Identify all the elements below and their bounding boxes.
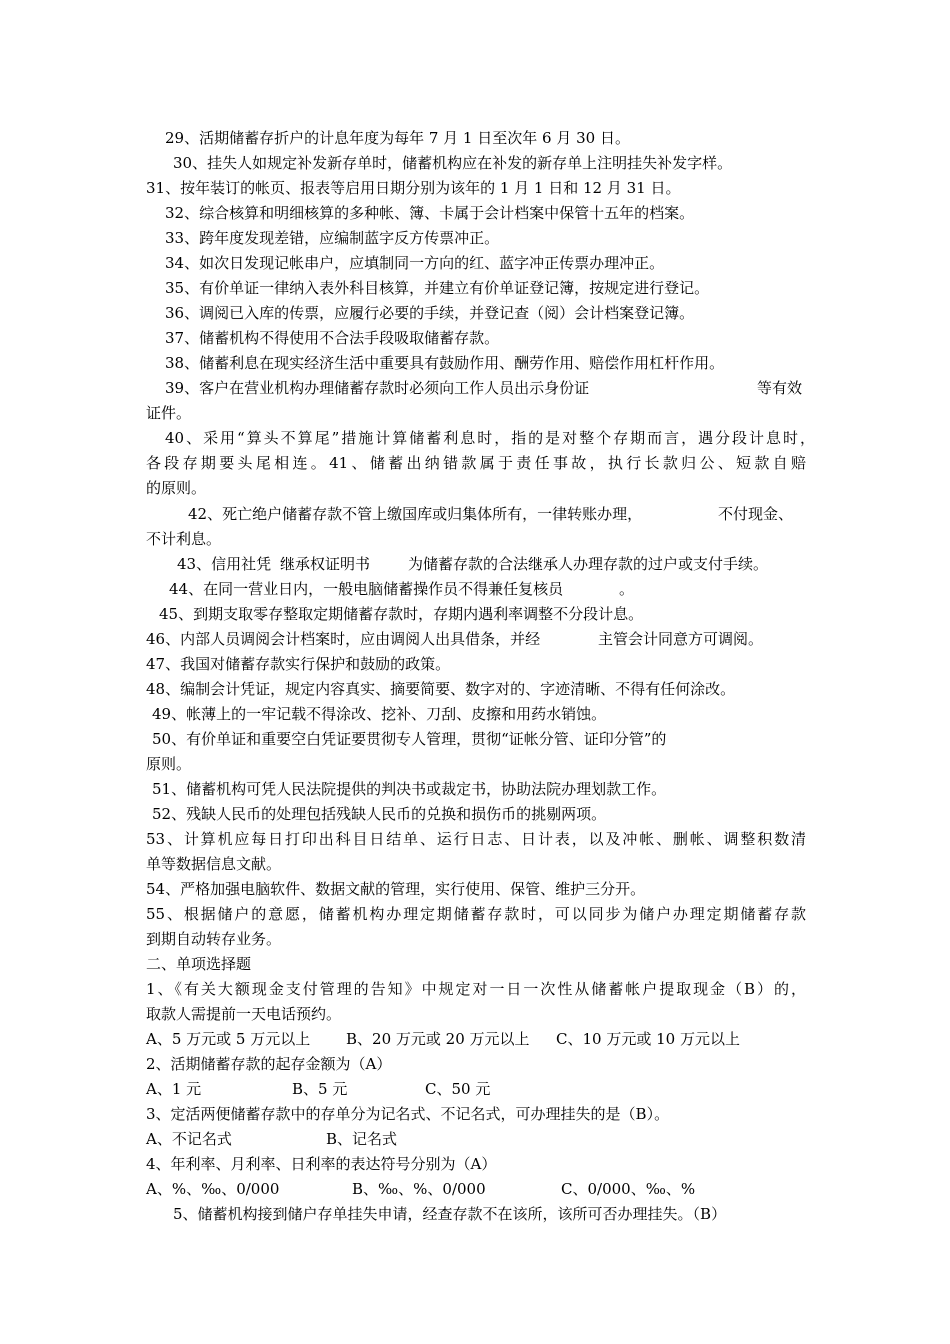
item-52: 52、残缺人民币的处理包括残缺人民币的兑换和损伤币的挑剔两项。 <box>152 805 607 823</box>
item-44-text: 44、在同一营业日内，一般电脑储蓄操作员不得兼任复核员 <box>169 580 564 598</box>
item-32: 32、综合核算和明细核算的多种帐、簿、卡属于会计档案中保管十五年的档案。 <box>165 204 695 222</box>
item-55-continued: 到期自动转存业务。 <box>146 930 282 948</box>
item-42-text: 42、死亡绝户储蓄存款不管上缴国库或归集体所有，一律转账办理， <box>188 505 643 523</box>
item-40-line2: 各段存期要头尾相连。41、储蓄出纳错款属于责任事故，执行长款归公、短款自赔 <box>146 454 806 472</box>
question-2-option-a: A、1 元 <box>146 1080 202 1098</box>
section-heading: 二、单项选择题 <box>146 955 252 973</box>
question-1-option-a: A、5 万元或 5 万元以上 <box>146 1030 311 1048</box>
question-3-option-b: B、记名式 <box>326 1130 398 1148</box>
item-53-continued: 单等数据信息文献。 <box>146 855 282 873</box>
item-39-continued: 证件。 <box>146 404 192 422</box>
item-48: 48、编制会计凭证，规定内容真实、摘要简要、数字对的、字迹清晰、不得有任何涂改。 <box>146 680 736 698</box>
item-46-part1: 46、内部人员调阅会计档案时，应由调阅人出具借条，并经 <box>146 630 541 648</box>
item-43-part1: 43、信用社凭 <box>177 555 272 573</box>
question-1-option-c: C、10 万元或 10 万元以上 <box>556 1030 740 1048</box>
question-2-option-b: B、5 元 <box>292 1080 348 1098</box>
question-1-continued: 取款人需提前一天电话预约。 <box>146 1005 342 1023</box>
item-40-line1: 40、采用“算头不算尾”措施计算储蓄利息时，指的是对整个存期而言，遇分段计息时， <box>165 429 815 447</box>
item-36: 36、调阅已入库的传票，应履行必要的手续，并登记查（阅）会计档案登记簿。 <box>165 304 695 322</box>
question-2: 2、活期储蓄存款的起存金额为（A） <box>146 1055 392 1073</box>
question-3-option-a: A、不记名式 <box>146 1130 232 1148</box>
item-50-continued: 原则。 <box>146 755 192 773</box>
question-4-option-c: C、0/000、‰、% <box>561 1180 696 1198</box>
question-4: 4、年利率、月利率、日利率的表达符号分别为（A） <box>146 1155 497 1173</box>
item-47: 47、我国对储蓄存款实行保护和鼓励的政策。 <box>146 655 451 673</box>
question-2-option-c: C、50 元 <box>425 1080 491 1098</box>
item-42-tail: 不付现金、 <box>718 505 794 523</box>
item-50: 50、有价单证和重要空白凭证要贯彻专人管理，贯彻“证帐分管、证印分管”的 <box>152 730 667 748</box>
question-4-option-a: A、%、‰、0/000 <box>146 1180 280 1198</box>
item-38: 38、储蓄利息在现实经济生活中重要具有鼓励作用、酬劳作用、赔偿作用杠杆作用。 <box>165 354 725 372</box>
item-53-line1: 53、计算机应每日打印出科目日结单、运行日志、日计表，以及冲帐、删帐、调整积数清 <box>146 830 806 848</box>
item-42-continued: 不计利息。 <box>146 530 222 548</box>
question-1-option-b: B、20 万元或 20 万元以上 <box>346 1030 530 1048</box>
item-45: 45、到期支取零存整取定期储蓄存款时，存期内遇利率调整不分段计息。 <box>159 605 644 623</box>
item-35: 35、有价单证一律纳入表外科目核算，并建立有价单证登记簿，按规定进行登记。 <box>165 279 710 297</box>
question-3: 3、定活两便储蓄存款中的存单分为记名式、不记名式，可办理挂失的是（B）。 <box>146 1105 670 1123</box>
item-55-line1: 55、根据储户的意愿，储蓄机构办理定期储蓄存款时，可以同步为储户办理定期储蓄存款 <box>146 905 806 923</box>
item-46-part2: 主管会计同意方可调阅。 <box>598 630 764 648</box>
item-37: 37、储蓄机构不得使用不合法手段吸取储蓄存款。 <box>165 329 500 347</box>
question-1: 1、《有关大额现金支付管理的告知》中规定对一日一次性从储蓄帐户提取现金（B）的， <box>146 980 806 998</box>
item-39-text: 39、客户在营业机构办理储蓄存款时必须向工作人员出示身份证 <box>165 379 590 397</box>
question-5: 5、储蓄机构接到储户存单挂失申请，经查存款不在该所，该所可否办理挂失。（B） <box>173 1205 727 1223</box>
item-29: 29、活期储蓄存折户的计息年度为每年 7 月 1 日至次年 6 月 30 日。 <box>165 129 630 147</box>
item-49: 49、帐薄上的一牢记载不得涂改、挖补、刀刮、皮擦和用药水销蚀。 <box>152 705 607 723</box>
item-41-continued: 的原则。 <box>146 479 207 497</box>
item-34: 34、如次日发现记帐串户，应填制同一方向的红、蓝字冲正传票办理冲正。 <box>165 254 665 272</box>
item-31: 31、按年装订的帐页、报表等启用日期分别为该年的 1 月 1 日和 12 月 31 日。 <box>146 179 681 197</box>
item-43-part2: 继承权证明书 <box>280 555 371 573</box>
item-39-tail: 等有效 <box>757 379 803 397</box>
item-30: 30、挂失人如规定补发新存单时，储蓄机构应在补发的新存单上注明挂失补发字样。 <box>173 154 733 172</box>
item-54: 54、严格加强电脑软件、数据文献的管理，实行使用、保管、维护三分开。 <box>146 880 646 898</box>
question-4-option-b: B、‰、%、0/000 <box>352 1180 486 1198</box>
item-33: 33、跨年度发现差错，应编制蓝字反方传票冲正。 <box>165 229 500 247</box>
item-44-tail: 。 <box>619 580 635 598</box>
item-51: 51、储蓄机构可凭人民法院提供的判决书或裁定书，协助法院办理划款工作。 <box>152 780 667 798</box>
item-43-part3: 为储蓄存款的合法继承人办理存款的过户或支付手续。 <box>408 555 769 573</box>
